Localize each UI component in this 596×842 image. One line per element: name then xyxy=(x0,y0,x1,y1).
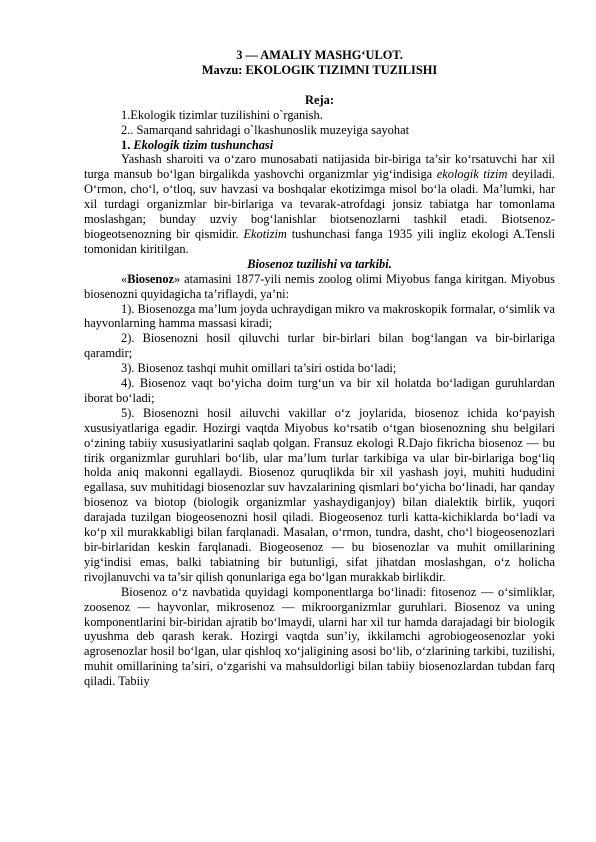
document-subtitle: Mavzu: EKOLOGIK TIZIMNI TUZILISHI xyxy=(201,62,438,77)
paragraph xyxy=(84,152,555,256)
document-page xyxy=(84,48,555,689)
section-heading-2: Biosenoz tuzilishi va tarkibi. xyxy=(247,256,392,271)
paragraph: Biosenoz o‘z navbatida quyidagi komponentlarga bo‘linadi: fitosenoz — o‘simliklar, zoosenoz — hayvonlar, mikrosenoz — mikroorganizmlar guruhlari. Biosenoz va uning komponentlarini bir-biridan ajratib bo‘lmaydi, ularni har xil tur hamda darajadagi bir biologik uyushma deb qarash kerak. Hozirgi vaqtda sun’iy, ikkilamchi agrobiogeosenozlar yoki agrosenozlar hosil bo‘lgan, ular qishloq xo‘jaligining asosi bo‘lib, o‘zlarining tarkibi, tuzilishi, muhit omillarining ta’siri, o‘zgarishi va mahsuldorligi bilan tabiiy biosenozlardan tubdan farq qiladi. Tabiiy xyxy=(84,584,555,689)
list-paragraph: 4). Biosenoz vaqt bo‘yicha doim turg‘un va bir xil holatda bo‘ladigan guruhlardan iborat bo‘ladi; xyxy=(84,376,555,405)
plan-item: 2.. Samarqand sahridagi o`lkashunoslik muzeyiga sayohat xyxy=(121,122,410,137)
italic-term: ekologik tizim xyxy=(436,167,508,182)
list-paragraph: 2). Biosenozni hosil qiluvchi turlar bir-birlari bilan bog‘langan va bir-birlariga qaramdir; xyxy=(84,331,555,361)
plan-label: Reja: xyxy=(305,92,334,107)
bold-term: Biosenoz xyxy=(127,271,175,286)
text-run: » atamasini 1877-yili nemis zoolog olimi Miyobus fanga kiritgan. Miyobus biosenozni quyidagicha ta’riflaydi, ya’ni: xyxy=(84,271,555,301)
list-paragraph: 5). Biosenozni hosil ailuvchi vakillar o‘z joylarida, biosenoz ichida ko‘payish xususiyatlariga egadir. Hozirgi vaqtda Miyobus ko‘rsatib o‘tgan biosenozning shu belgilari o‘zining tabiiy xususiyatlarini saqlab qolgan. Fransuz ekologi R.Dajo fikricha biosenoz — bu tirik organizmlar guruhlari bo‘lib, ular ma’lum turlar tarkibiga va ular bir-birlariga bog‘liq holda aniq makonni egallaydi. Biosenoz quruqlikda bir xil yashash joyi, muhiti hududini egallasa, suv muhitidagi biosenozlar suv havzalarining qismlari bo‘yicha bo‘linadi, har qanday biosenoz va biotop (biologik organizmlar yashaydiganjoy) bilan dialektik birlik, yuqori darajada tuzilgan biogeosenozni hosil qiladi. Biogeosenoz turli katta-kichiklarda bo‘ladi va ko‘p xil murakkabligi bilan farqlanadi. Masalan, o‘rmon, tundra, dasht, cho‘l biogeosenozlari bir-birlaridan keskin farqlanadi. Biogeosenoz — bu biosenozlar va muhit omillarining yig‘indisi emas, balki tabiatning bir butunligi, sifat jihatdan moslashgan, o‘z holicha rivojlanuvchi va ta’sir qilish qonunlariga ega bo‘lgan murakkab birlikdir. xyxy=(84,405,555,584)
italic-term: Ekotizim xyxy=(243,226,287,241)
text-run: Yashash sharoiti va o‘zaro munosabati natijasida bir-biriga ta’sir ko‘rsatuvchi har xil turga mansub bo‘lgan birgalikda yashovchi organizmlar yig‘indisiga xyxy=(84,152,555,182)
document-title: 3 — AMALIY MASHG‘ULOT. xyxy=(236,48,403,62)
plan-item: 1.Ekologik tizimlar tuzilishini o`rganish. xyxy=(121,107,323,122)
text-run: deyiladi. O‘rmon, cho‘l, o‘tloq, suv havzasi va boshqalar ekotizimga misol bo‘la oladi. Ma’lumki, har xil turdagi organizmlar bir-birlariga va tevarak-atrofdagi jonsiz tabiatga har tomonlama moslashgan; bunday uzviy bog‘lanishlar biotsenozlarni tashkil etadi. Biotsenoz-biogeotsenozning bir qismidir. xyxy=(84,167,555,241)
section-heading-1 xyxy=(84,138,555,153)
list-paragraph: 1). Biosenozga ma’lum joyda uchraydigan mikro va makroskopik formalar, o‘simlik va hayvonlarning hamma massasi kiradi; xyxy=(84,301,555,331)
list-paragraph: 3). Biosenoz tashqi muhit omillari ta’siri ostida bo‘ladi; xyxy=(121,361,397,376)
text-run: tushunchasi fanga 1935 yili ingliz ekologi A.Tensli tomonidan kiritilgan. xyxy=(84,226,556,256)
text-run: « xyxy=(121,271,128,286)
section-title: Ekologik tizim tushunchasi xyxy=(133,137,274,152)
section-number: 1. xyxy=(121,137,134,152)
paragraph xyxy=(84,272,555,302)
